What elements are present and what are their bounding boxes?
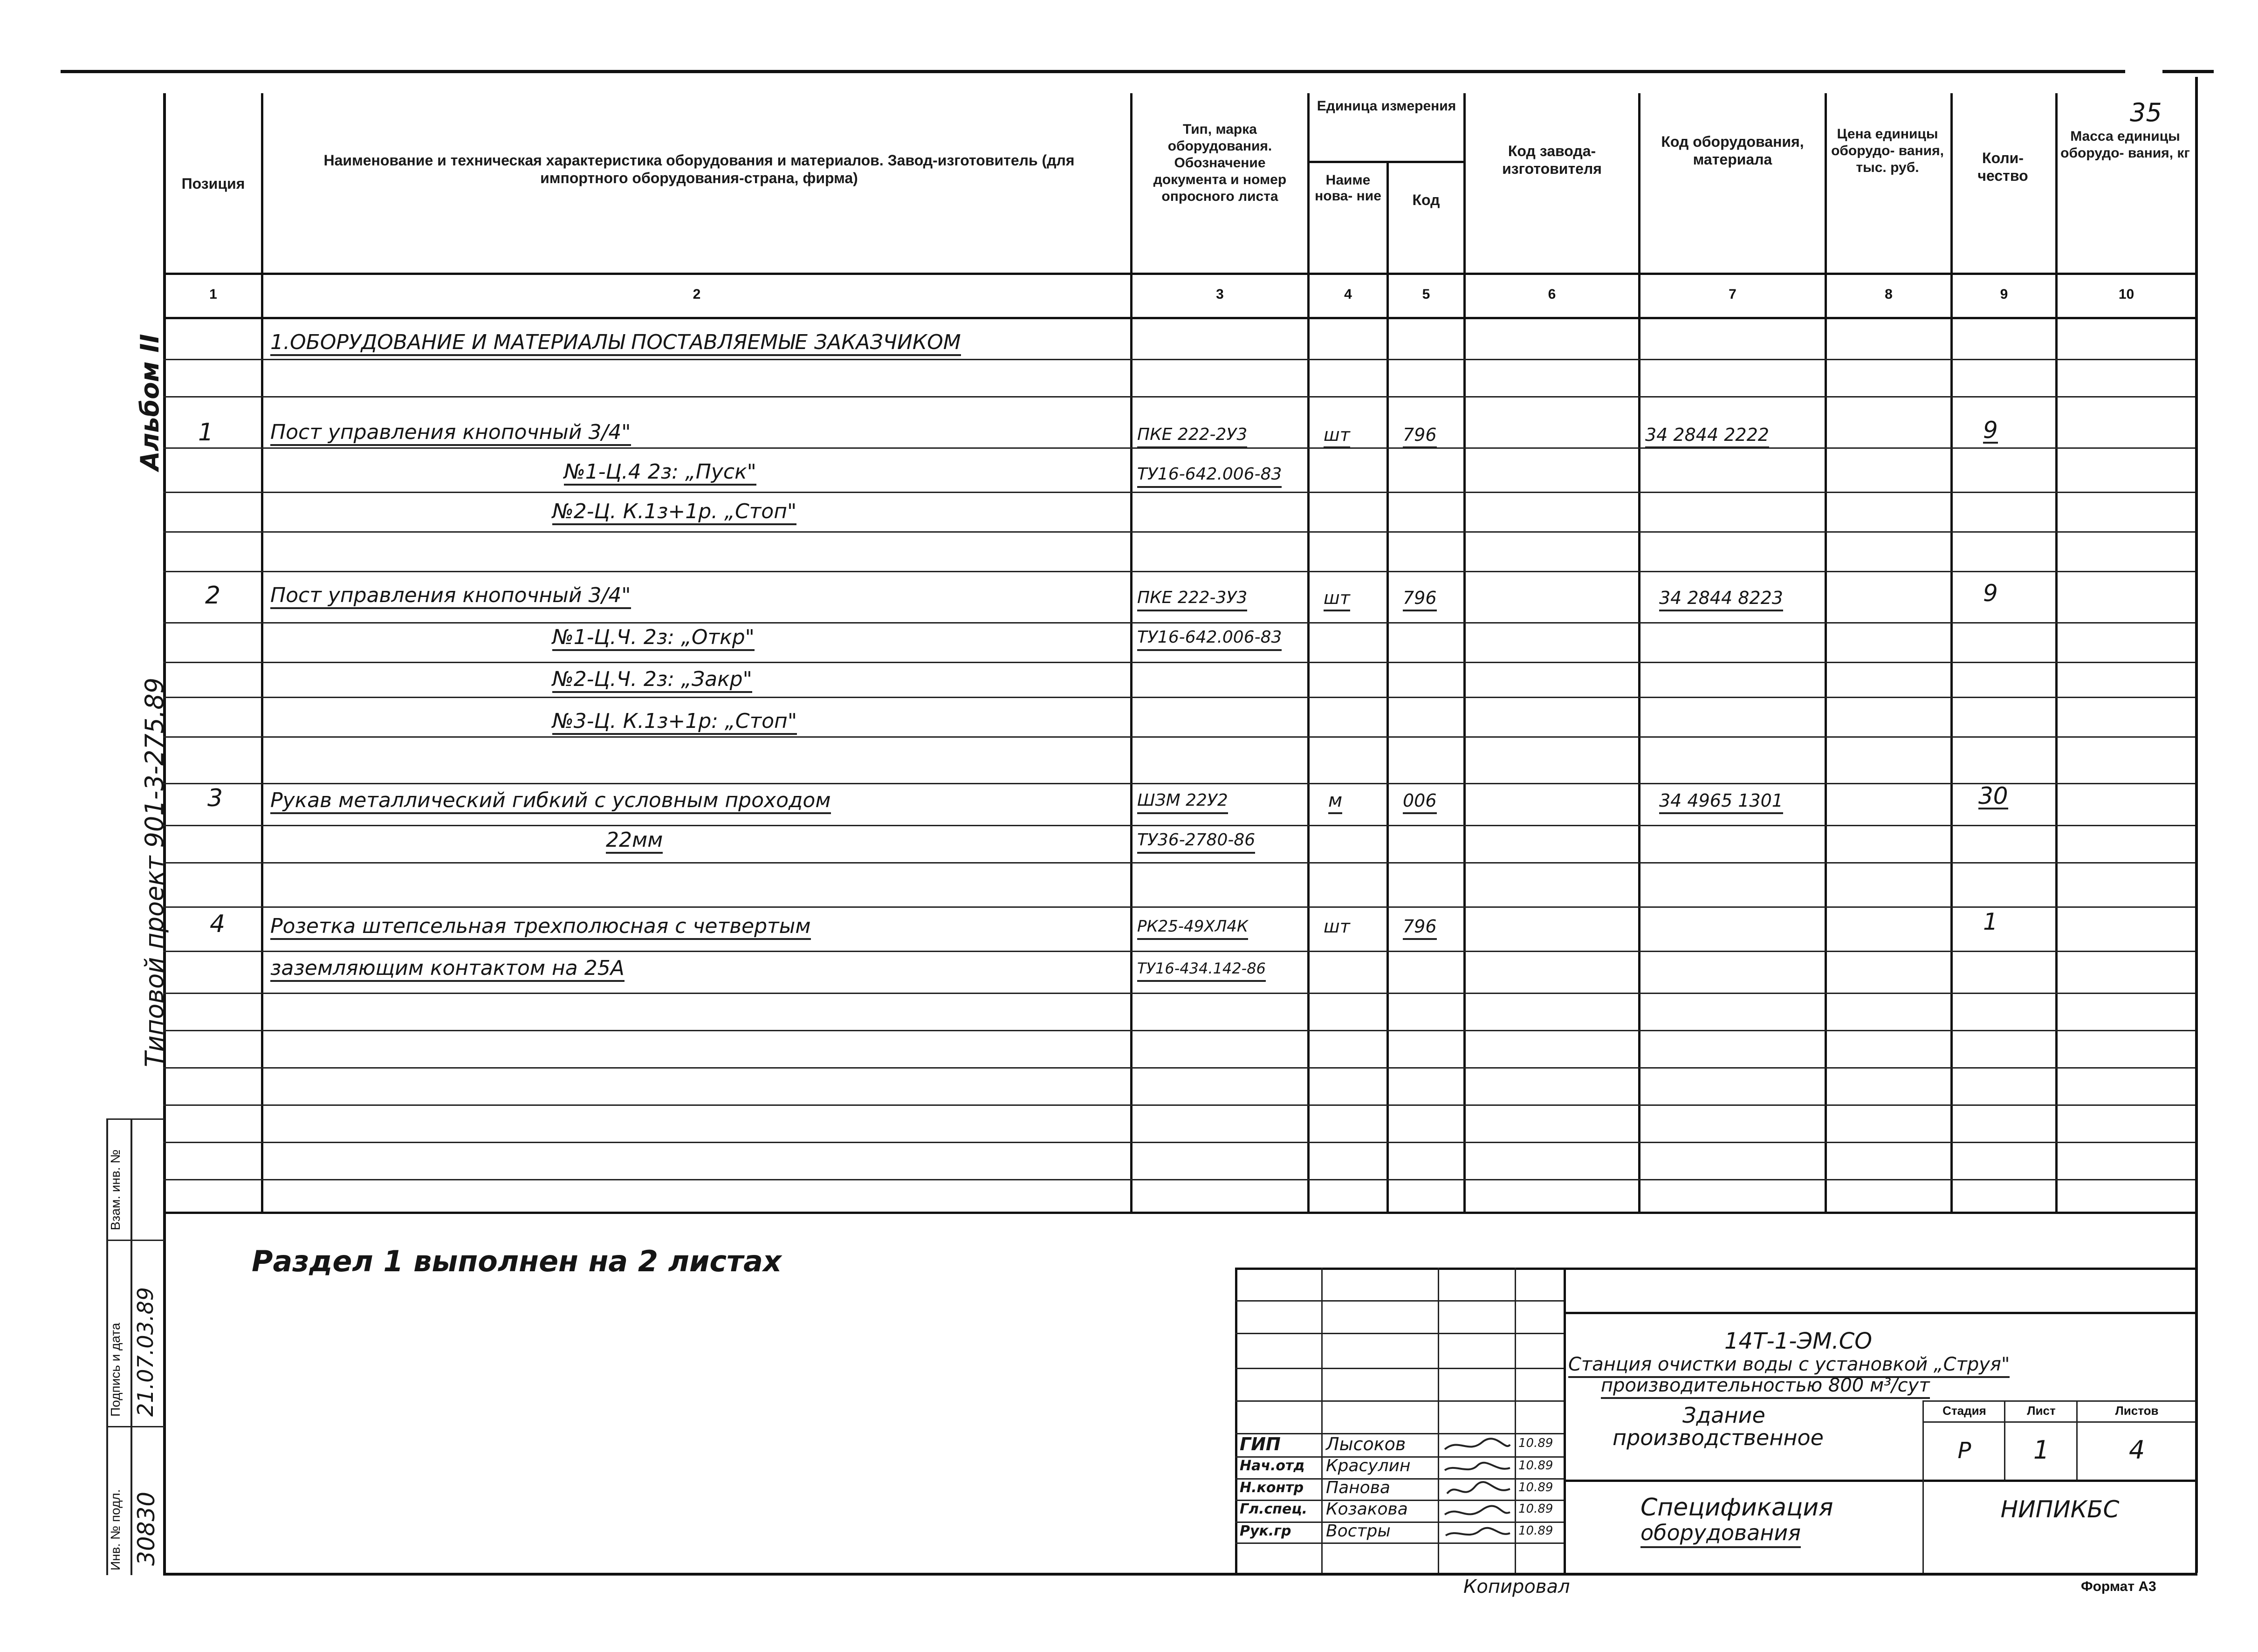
item-qty: 9 — [1983, 417, 1998, 444]
item-name-line: Пост управления кнопочный 3/4" — [270, 585, 631, 609]
header-unit-name: Наиме нова- ние — [1315, 172, 1381, 204]
item-equip-code: 34 2844 2222 — [1645, 424, 1769, 448]
org-name: НИПИКБС — [2000, 1496, 2120, 1523]
item-type-line: ТУ36-2780-86 — [1137, 829, 1255, 854]
signer-role: Нач.отд — [1240, 1458, 1305, 1474]
frame-top — [61, 70, 2214, 73]
item-qty: 1 — [1983, 908, 1998, 935]
item-type-line: ТУ16-434.142-86 — [1137, 958, 1266, 982]
side-box-sep1 — [106, 1240, 165, 1241]
item-unit: шт — [1324, 916, 1350, 937]
colnum-5: 5 — [1422, 287, 1430, 302]
station-name: Станция очистки воды с установкой „Струя" — [1568, 1354, 2010, 1378]
header-price: Цена единицы оборудо- вания, тыс. руб. — [1831, 126, 1944, 175]
copied-label: Копировал — [1463, 1576, 1570, 1597]
item-name-line: №1-Ц.4 2з: „Пуск" — [564, 461, 756, 486]
side-box-top — [106, 1118, 165, 1120]
item-position: 1 — [198, 418, 214, 446]
colnum-3: 3 — [1216, 287, 1224, 302]
item-unit-code: 006 — [1403, 790, 1437, 814]
header-plant-code: Код завода-изготовителя — [1502, 143, 1602, 177]
doc-title-line2: оборудования — [1640, 1520, 1801, 1548]
signer-date: 10.89 — [1518, 1502, 1553, 1516]
building-line1: Здание — [1682, 1403, 1765, 1428]
corner-mark — [2125, 61, 2162, 77]
inv-podl-label: Инв. № подл. — [108, 1489, 123, 1570]
stage-value: Р — [1957, 1438, 1971, 1464]
item-type-line: ТУ16-642.006-83 — [1137, 464, 1282, 488]
header-position: Позиция — [181, 175, 245, 192]
signer-name: Красулин — [1326, 1456, 1411, 1475]
item-name-line: №2-Ц. К.1з+1р. „Стоп" — [552, 501, 796, 525]
item-position: 2 — [205, 582, 221, 610]
item-type-line: ТУ16-642.006-83 — [1137, 627, 1282, 651]
section-title: 1.ОБОРУДОВАНИЕ И МАТЕРИАЛЫ ПОСТАВЛЯЕМЫЕ ЗАКАЗЧИКОМ — [270, 332, 961, 356]
colnum-9: 9 — [2000, 287, 2008, 302]
section-note: Раздел 1 выполнен на 2 листах — [252, 1244, 782, 1278]
stage-label: Стадия — [1942, 1404, 1986, 1418]
sheets-value: 4 — [2128, 1435, 2145, 1465]
sheet-label: Лист — [2027, 1404, 2056, 1418]
sheets-label: Листов — [2115, 1404, 2159, 1418]
signer-name: Козакова — [1326, 1500, 1408, 1519]
colnum-2: 2 — [693, 287, 701, 302]
signer-date: 10.89 — [1518, 1459, 1553, 1473]
inv-podl-value: 30830 — [133, 1491, 160, 1566]
item-type-line: ПКЕ 222-3У3 — [1137, 587, 1247, 611]
signer-date: 10.89 — [1518, 1436, 1553, 1450]
item-type-line: РК25-49ХЛ4К — [1137, 916, 1248, 940]
item-position: 3 — [207, 784, 223, 812]
building-line2: производственное — [1613, 1425, 1824, 1450]
side-album-label: Альбом II — [135, 334, 165, 471]
format-label: Формат А3 — [2081, 1579, 2156, 1594]
header-type: Тип, марка оборудования. Обозначение документа и номер опросного листа — [1153, 122, 1287, 204]
frame-bottom — [163, 1573, 2197, 1576]
header-name: Наименование и техническая характеристика оборудования и материалов. Завод-изготовитель (для импортного оборудования-страна, фирма) — [323, 152, 1075, 186]
item-unit: шт — [1324, 424, 1350, 448]
item-equip-code: 34 4965 1301 — [1659, 790, 1783, 814]
item-qty: 30 — [1978, 782, 2008, 809]
colnum-8: 8 — [1885, 287, 1893, 302]
item-name-line: Розетка штепсельная трехполюсная с четвертым — [270, 916, 811, 940]
side-project-label: Типовой проект 901-3-275.89 — [140, 678, 169, 1067]
item-name-line: 22мм — [606, 829, 663, 854]
signer-date: 10.89 — [1518, 1524, 1553, 1538]
item-name-line: Рукав металлический гибкий с условным проходом — [270, 790, 831, 814]
side-box-mid — [130, 1118, 132, 1575]
item-unit-code: 796 — [1403, 424, 1437, 448]
colnum-1: 1 — [209, 287, 217, 302]
item-name-line: №2-Ц.Ч. 2з: „Закр" — [552, 669, 752, 693]
doc-code: 14Т-1-ЭМ.СО — [1724, 1328, 1873, 1354]
signer-role: Н.контр — [1240, 1480, 1304, 1496]
header-qty: Коли- чество — [1977, 150, 2028, 184]
vzam-inv-label: Взам. инв. № — [108, 1149, 123, 1230]
station-capacity: производительностью 800 м³/сут — [1601, 1375, 1930, 1399]
item-type-line: ПКЕ 222-2У3 — [1137, 424, 1247, 448]
item-type-line: ШЗМ 22У2 — [1137, 790, 1228, 814]
signer-role: ГИП — [1240, 1434, 1281, 1454]
item-unit: м — [1328, 790, 1342, 814]
item-name-line: №3-Ц. К.1з+1р: „Стоп" — [552, 711, 797, 735]
item-position: 4 — [210, 910, 226, 938]
signer-role: Гл.спец. — [1240, 1501, 1307, 1517]
podpis-data-label: Подпись и дата — [108, 1323, 123, 1417]
frame-right — [2195, 77, 2198, 1573]
item-unit: шт — [1324, 587, 1350, 611]
sheet-value: 1 — [2033, 1435, 2050, 1465]
podpis-data-value: 21.07.03.89 — [133, 1287, 158, 1417]
colnum-4: 4 — [1344, 287, 1352, 302]
item-equip-code: 34 2844 8223 — [1659, 587, 1783, 611]
signer-date: 10.89 — [1518, 1481, 1553, 1494]
header-unit-code: Код — [1412, 192, 1440, 208]
item-name-line: №1-Ц.Ч. 2з: „Откр" — [552, 627, 755, 651]
colnum-7: 7 — [1729, 287, 1736, 302]
colnum-10: 10 — [2118, 287, 2134, 302]
signature-marks — [1440, 1435, 1515, 1542]
doc-title-line1: Спецификация — [1640, 1494, 1833, 1522]
signer-name: Лысоков — [1326, 1434, 1406, 1454]
item-unit-code: 796 — [1403, 587, 1437, 611]
header-unit-group: Единица измерения — [1317, 98, 1456, 114]
signer-role: Рук.гр — [1240, 1523, 1291, 1539]
signer-name: Востры — [1326, 1522, 1391, 1541]
item-unit-code: 796 — [1403, 916, 1437, 940]
signer-name: Панова — [1326, 1478, 1390, 1497]
item-name-line: заземляющим контактом на 25А — [270, 958, 625, 982]
page-number: 35 — [2130, 98, 2162, 127]
header-equip-code: Код оборудования, материала — [1661, 133, 1804, 168]
colnum-6: 6 — [1548, 287, 1556, 302]
header-mass: Масса единицы оборудо- вания, кг — [2060, 129, 2190, 161]
side-box-sep2 — [106, 1426, 165, 1427]
item-name-line: Пост управления кнопочный 3/4" — [270, 422, 631, 446]
item-qty: 9 — [1983, 580, 1998, 607]
